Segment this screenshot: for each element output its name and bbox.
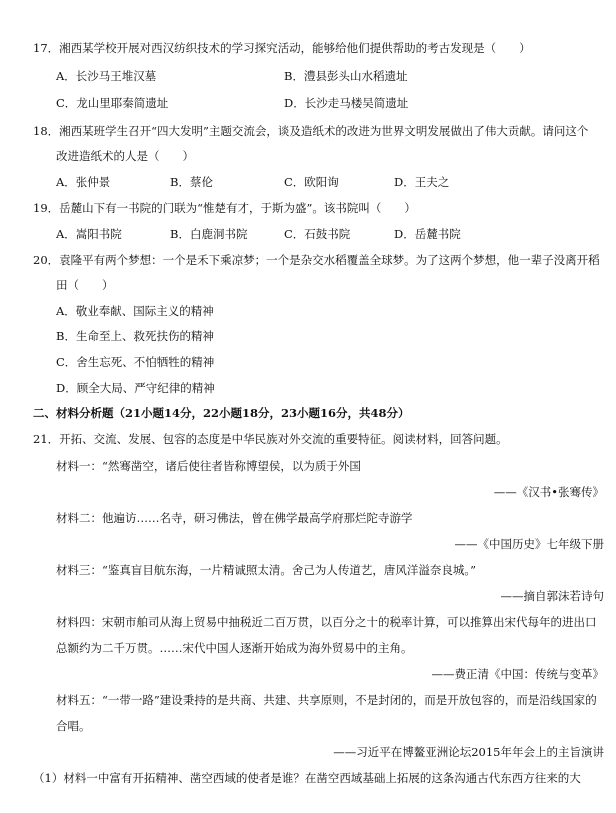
q20-option-a: A．敬业奉献、国际主义的精神 — [56, 304, 214, 318]
q17-stem: 17．湘西某学校开展对西汉纺织技术的学习探究活动，能够给他们提供帮助的考古发现是（ ） — [33, 41, 531, 55]
material-4-line1: 材料四：宋朝市舶司从海上贸易中抽税近二百万贯，以百分之十的税率计算，可以推算出宋代每年的进出口 — [56, 615, 597, 629]
material-1-source: ——《汉书•张骞传》 — [493, 485, 604, 499]
q18-option-c: C．欧阳询 — [284, 175, 339, 189]
q20-option-b: B．生命至上、救死扶伤的精神 — [56, 329, 214, 343]
material-4-line2: 总额约为二千万贯。……宋代中国人逐渐开始成为海外贸易中的主角。 — [56, 641, 413, 655]
material-1-text: 材料一：“然骞凿空，诸后使往者皆称博望侯，以为质于外国 — [56, 459, 361, 473]
material-3-source: ——摘自郭沫若诗句 — [500, 589, 604, 603]
q21-stem: 21．开拓、交流、发展、包容的态度是中华民族对外交流的重要特征。阅读材料，回答问题。 — [33, 432, 508, 446]
q18-stem-line1: 18．湘西某班学生召开“四大发明”主题交流会，谈及造纸术的改进为世界文明发展做出了伟大贡献。请问这个 — [33, 124, 589, 138]
q20-stem-line2: 田（ ） — [56, 278, 114, 292]
q18-option-a: A．张仲景 — [56, 175, 111, 189]
q17-option-b: B．澧县彭头山水稻遗址 — [284, 69, 408, 83]
q19-option-d: D．岳麓书院 — [394, 227, 461, 241]
q20-option-d: D．顾全大局、严守纪律的精神 — [56, 381, 215, 395]
q19-option-a: A．嵩阳书院 — [56, 227, 122, 241]
q19-option-b: B．白鹿洞书院 — [170, 227, 248, 241]
q18-stem-line2: 改进造纸术的人是（ ） — [56, 149, 194, 163]
material-5-line2: 合唱。 — [56, 719, 91, 733]
q20-stem-line1: 20．袁隆平有两个梦想：一个是禾下乘凉梦；一个是杂交水稻覆盖全球梦。为了这两个梦想，他一辈子没离开稻 — [33, 253, 600, 267]
q19-stem: 19．岳麓山下有一书院的门联为“惟楚有才，于斯为盛”。该书院叫（ ） — [33, 201, 416, 215]
q21-subquestion-1: （1）材料一中富有开拓精神、凿空西域的使者是谁？在凿空西域基础上拓展的这条沟通古代东西方往来的大 — [33, 771, 581, 785]
q17-option-a: A．长沙马王堆汉墓 — [56, 69, 157, 83]
q17-option-d: D．长沙走马楼吴简遗址 — [284, 96, 409, 110]
q20-option-c: C．舍生忘死、不怕牺牲的精神 — [56, 355, 215, 369]
material-2-text: 材料二：他遍访……名寺，研习佛法，曾在佛学最高学府那烂陀寺游学 — [56, 511, 413, 525]
q19-option-c: C．石鼓书院 — [284, 227, 351, 241]
material-4-source: ——费正清《中国：传统与变革》 — [431, 667, 604, 681]
material-2-source: ——《中国历史》七年级下册 — [454, 537, 604, 551]
section-heading: 二、材料分析题（21小题14分，22小题18分，23小题16分，共48分） — [33, 406, 410, 420]
material-5-source: ——习近平在博鳌亚洲论坛2015年年会上的主旨演讲 — [333, 745, 604, 759]
material-5-line1: 材料五：“一带一路”建设秉持的是共商、共建、共享原则，不是封闭的，而是开放包容的，而是沿线国家的 — [56, 693, 597, 707]
q18-option-d: D．王夫之 — [394, 175, 450, 189]
q18-option-b: B．蔡伦 — [170, 175, 213, 189]
material-3-text: 材料三：“鉴真盲目航东海，一片精诚照太清。舍己为人传道艺，唐风洋溢奈良城。” — [56, 563, 477, 577]
q17-option-c: C．龙山里耶秦简遗址 — [56, 96, 169, 110]
